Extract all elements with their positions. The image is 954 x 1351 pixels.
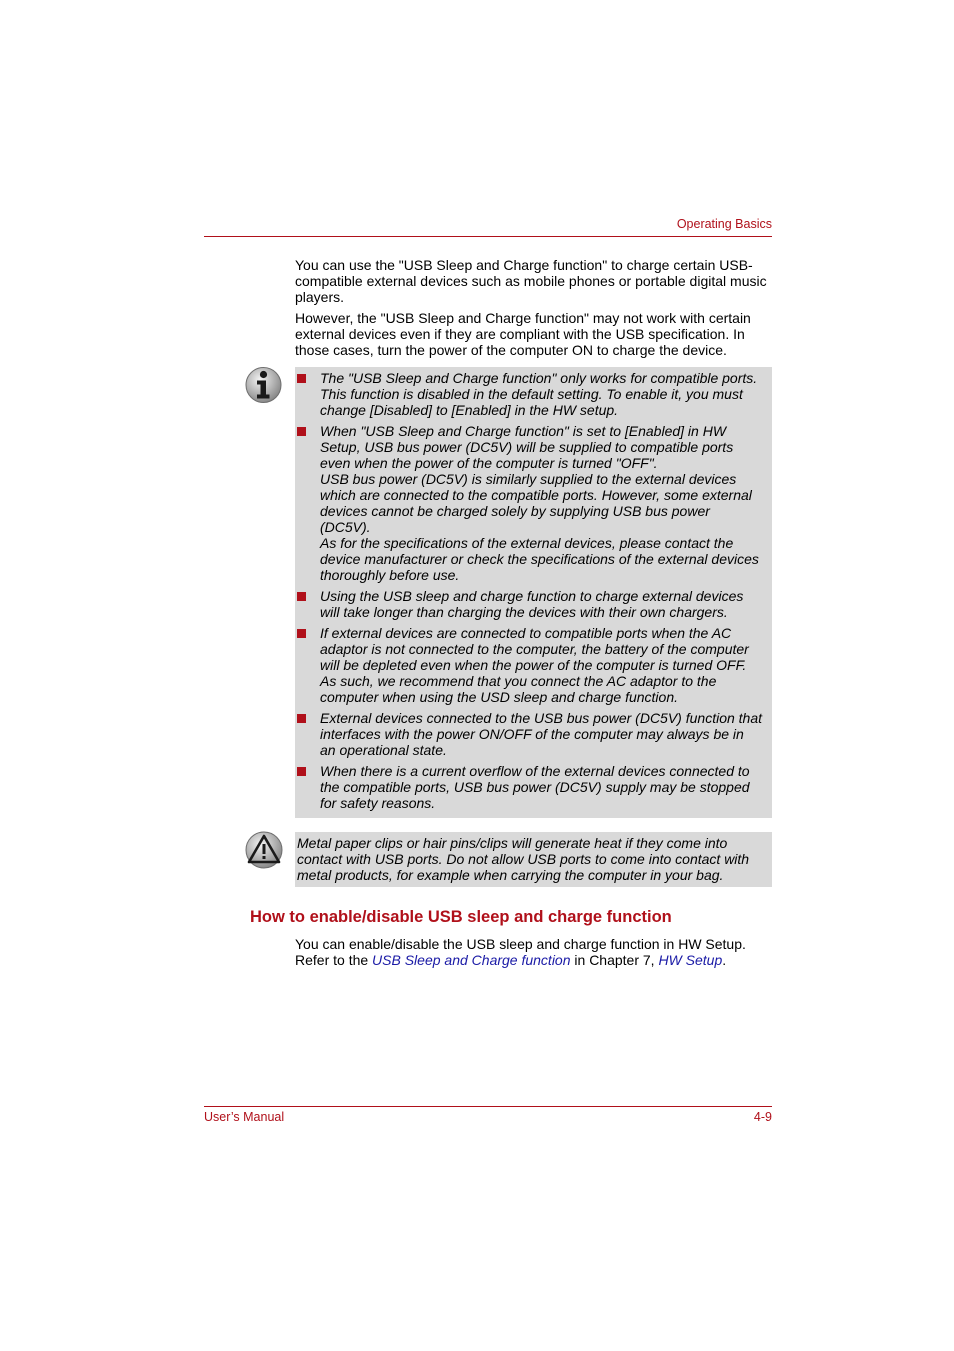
note-line: (DC5V).	[320, 519, 371, 535]
note-list-item	[295, 370, 772, 418]
note-list-item	[295, 625, 772, 705]
note-line: Using the USB sleep and charge function to charge external devices	[320, 588, 744, 604]
intro-text-1: You can use the "USB Sleep and Charge function" to charge certain USB-compatible external devices such as mobile phones or portable digital music players.	[295, 257, 767, 306]
note-line: As for the specifications of the external devices, please contact the	[320, 535, 734, 551]
note-line: for safety reasons.	[320, 795, 436, 811]
header-divider	[204, 236, 772, 237]
warning-line: metal products, for example when carrying the computer in your bag.	[297, 867, 724, 883]
square-bullet-icon	[297, 629, 306, 638]
note-line: The "USB Sleep and Charge function" only works for compatible ports.	[320, 370, 758, 386]
note-line: will be depleted even when the power of the computer is turned OFF.	[320, 657, 747, 673]
section-line-1: You can enable/disable the USB sleep and charge function in HW Setup.	[295, 936, 746, 952]
warning-icon	[245, 831, 283, 869]
note-line: If external devices are connected to compatible ports when the AC	[320, 625, 732, 641]
note-line: When "USB Sleep and Charge function" is set to [Enabled] in HW	[320, 423, 727, 439]
section-heading: How to enable/disable USB sleep and charge function	[250, 908, 672, 926]
note-line: device manufacturer or check the specifications of the external devices	[320, 551, 759, 567]
note-line: As such, we recommend that you connect the AC adaptor to the	[320, 673, 717, 689]
note-list	[295, 370, 772, 816]
note-line: will take longer than charging the devices with their own chargers.	[320, 604, 728, 620]
note-line: interfaces with the power ON/OFF of the computer may always be in	[320, 726, 744, 742]
footer-manual-title: User’s Manual	[204, 1110, 285, 1124]
intro-text-2: However, the "USB Sleep and Charge function" may not work with certain external devices even if they are compliant with the USB specification. In those cases, turn the power of the computer ON to charge the device.	[295, 310, 751, 359]
square-bullet-icon	[297, 374, 306, 383]
section-line-2	[295, 952, 773, 968]
page-header-title: Operating Basics	[676, 217, 772, 231]
note-line: the compatible ports, USB bus power (DC5V) supply may be stopped	[320, 779, 750, 795]
note-line: adaptor is not connected to the computer, the battery of the computer	[320, 641, 749, 657]
refer-middle: in Chapter 7,	[570, 952, 659, 969]
note-line: change [Disabled] to [Enabled] in the HW setup.	[320, 402, 619, 418]
square-bullet-icon	[297, 427, 306, 436]
warning-text	[297, 835, 769, 883]
warning-line: contact with USB ports. Do not allow USB ports to come into contact with	[297, 851, 750, 867]
note-line: When there is a current overflow of the external devices connected to	[320, 763, 750, 779]
note-line: devices cannot be charged solely by supplying USB bus power	[320, 503, 710, 519]
note-line: which are connected to the compatible ports. However, some external	[320, 487, 752, 503]
warning-line: Metal paper clips or hair pins/clips will generate heat if they come into	[297, 835, 728, 851]
warning-box	[295, 832, 772, 887]
note-line: even when the power of the computer is turned "OFF".	[320, 455, 658, 471]
note-line: computer when using the USD sleep and charge function.	[320, 689, 678, 705]
section-paragraph	[295, 936, 773, 968]
note-line: USB bus power (DC5V) is similarly supplied to the external devices	[320, 471, 737, 487]
square-bullet-icon	[297, 592, 306, 601]
note-line: thoroughly before use.	[320, 567, 460, 583]
note-list-item	[295, 423, 772, 583]
intro-paragraph-2	[295, 310, 773, 359]
note-line: an operational state.	[320, 742, 447, 758]
footer-divider	[204, 1106, 772, 1107]
note-box	[295, 367, 772, 818]
refer-prefix: Refer to the	[295, 952, 373, 969]
note-line: This function is disabled in the default setting. To enable it, you must	[320, 386, 743, 402]
hw-setup-link[interactable]: HW Setup	[658, 952, 723, 969]
intro-paragraph-1	[295, 257, 773, 306]
note-line: Setup, USB bus power (DC5V) will be supplied to compatible ports	[320, 439, 734, 455]
square-bullet-icon	[297, 767, 306, 776]
refer-suffix: .	[722, 952, 727, 969]
page-number: 4-9	[753, 1110, 772, 1124]
note-list-item	[295, 763, 772, 811]
note-list-item	[295, 710, 772, 758]
usb-sleep-charge-link[interactable]: USB Sleep and Charge function	[372, 952, 571, 969]
note-list-item	[295, 588, 772, 620]
square-bullet-icon	[297, 714, 306, 723]
note-line: External devices connected to the USB bus power (DC5V) function that	[320, 710, 763, 726]
info-icon	[245, 366, 282, 404]
